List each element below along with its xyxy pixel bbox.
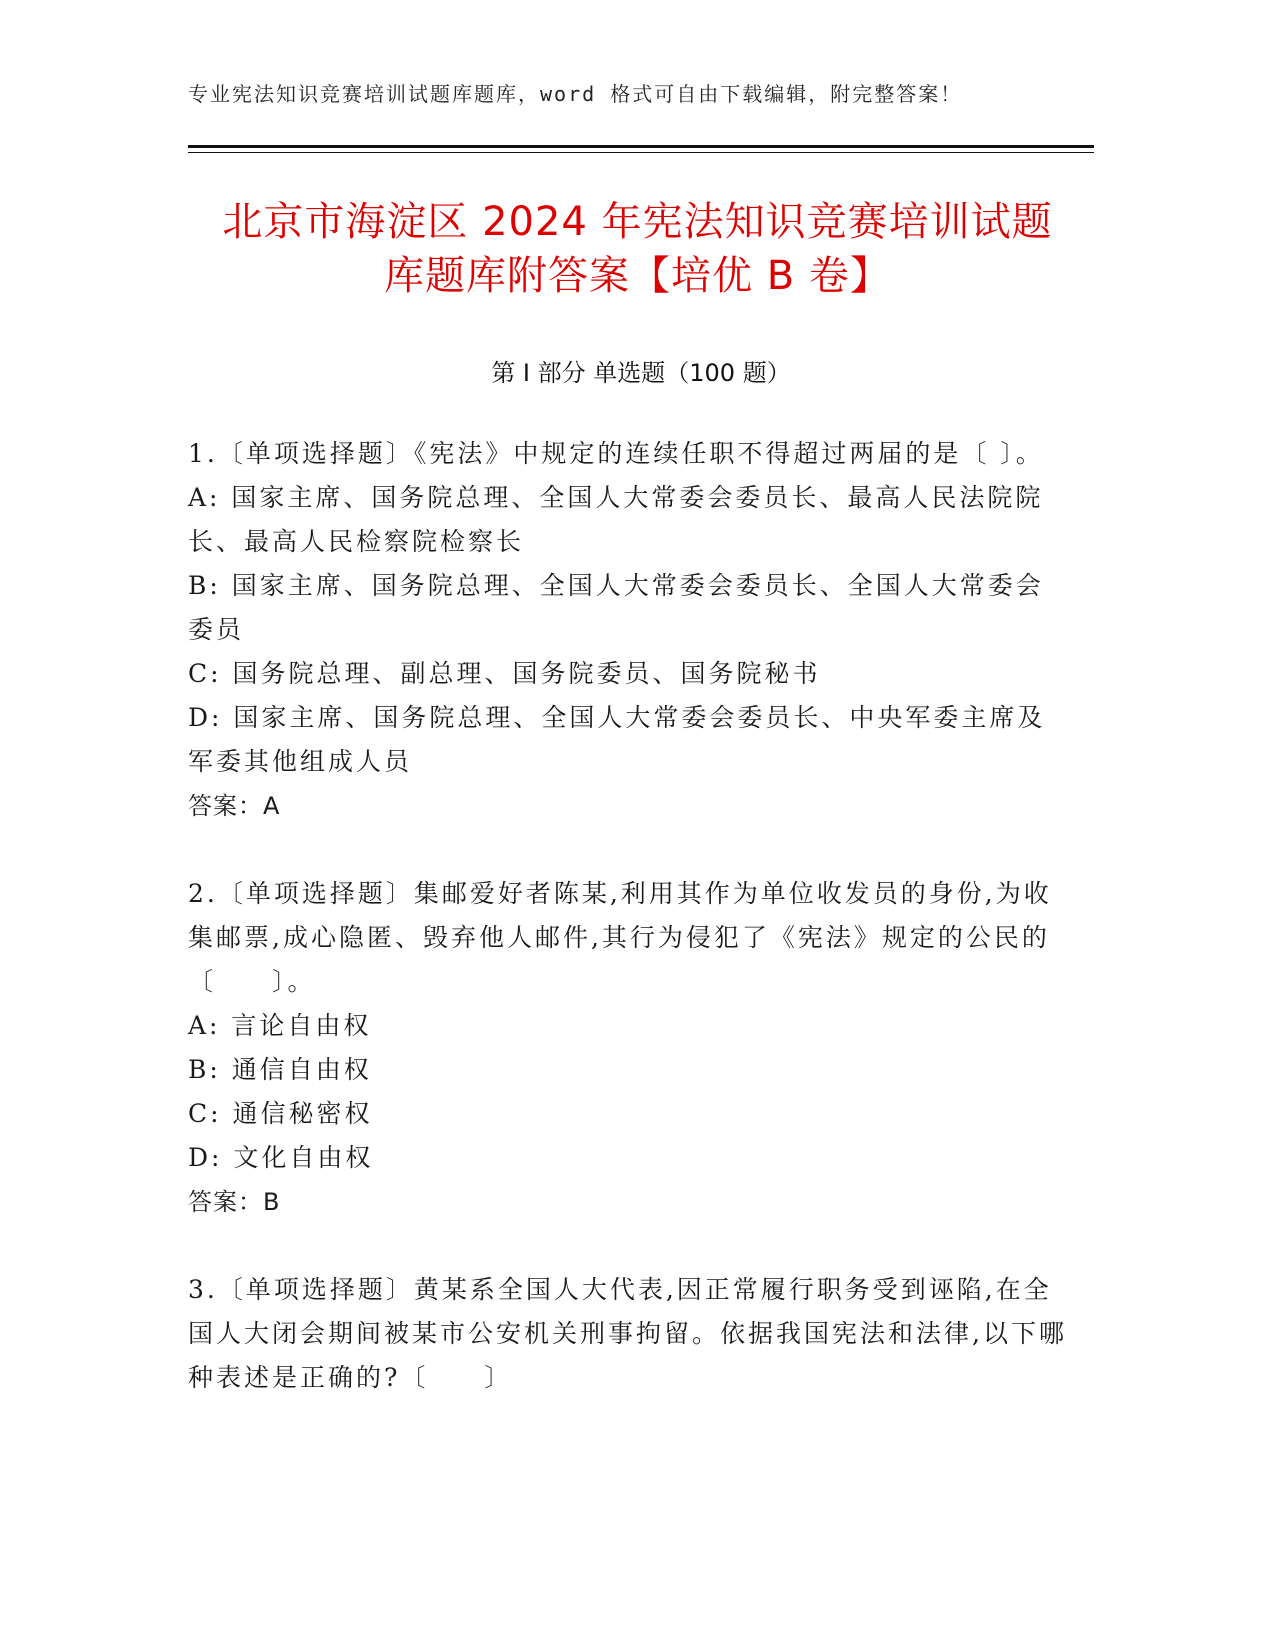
option-b: B: 国家主席、国务院总理、全国人大常委会委员长、全国人大常委会委员 [188, 571, 1044, 644]
header-rule-thin [188, 152, 1094, 153]
question-1 [188, 432, 1068, 828]
option-a: A: 言论自由权 [188, 1011, 372, 1040]
option-d: D: 国家主席、国务院总理、全国人大常委会委员长、中央军委主席及军委其他组成人员 [188, 703, 1046, 776]
question-stem: 1.〔单项选择题〕《宪法》中规定的连续任职不得超过两届的是〔 〕。 [188, 439, 1044, 468]
option-d: D: 文化自由权 [188, 1143, 374, 1172]
option-b: B: 通信自由权 [188, 1055, 372, 1084]
question-stem: 3.〔单项选择题〕黄某系全国人大代表,因正常履行职务受到诬陷,在全国人大闭会期间被某市公安机关刑事拘留。依据我国宪法和法律,以下哪种表述是正确的?〔 〕 [188, 1275, 1067, 1392]
answer: 答案：A [188, 792, 281, 820]
option-c: C: 通信秘密权 [188, 1099, 373, 1128]
document-title [160, 195, 1115, 303]
header-rule-thick [188, 145, 1094, 148]
question-stem: 2.〔单项选择题〕集邮爱好者陈某,利用其作为单位收发员的身份,为收集邮票,成心隐匿、毁弃他人邮件,其行为侵犯了《宪法》规定的公民的〔 〕。 [188, 879, 1052, 996]
title-line-2: 库题库附答案【培优 B 卷】 [384, 253, 891, 299]
question-2 [188, 872, 1068, 1224]
title-line-1: 北京市海淀区 2024 年宪法知识竞赛培训试题 [222, 199, 1053, 245]
question-list [188, 432, 1068, 1444]
question-3 [188, 1268, 1068, 1400]
option-a: A: 国家主席、国务院总理、全国人大常委会委员长、最高人民法院院长、最高人民检察院检察长 [188, 483, 1044, 556]
section-heading: 第 I 部分 单选题（100 题） [491, 359, 791, 387]
option-c: C: 国务院总理、副总理、国务院委员、国务院秘书 [188, 659, 821, 688]
answer: 答案：B [188, 1188, 281, 1216]
header-note: 专业宪法知识竞赛培训试题库题库，word 格式可自由下载编辑，附完整答案！ [188, 82, 963, 106]
